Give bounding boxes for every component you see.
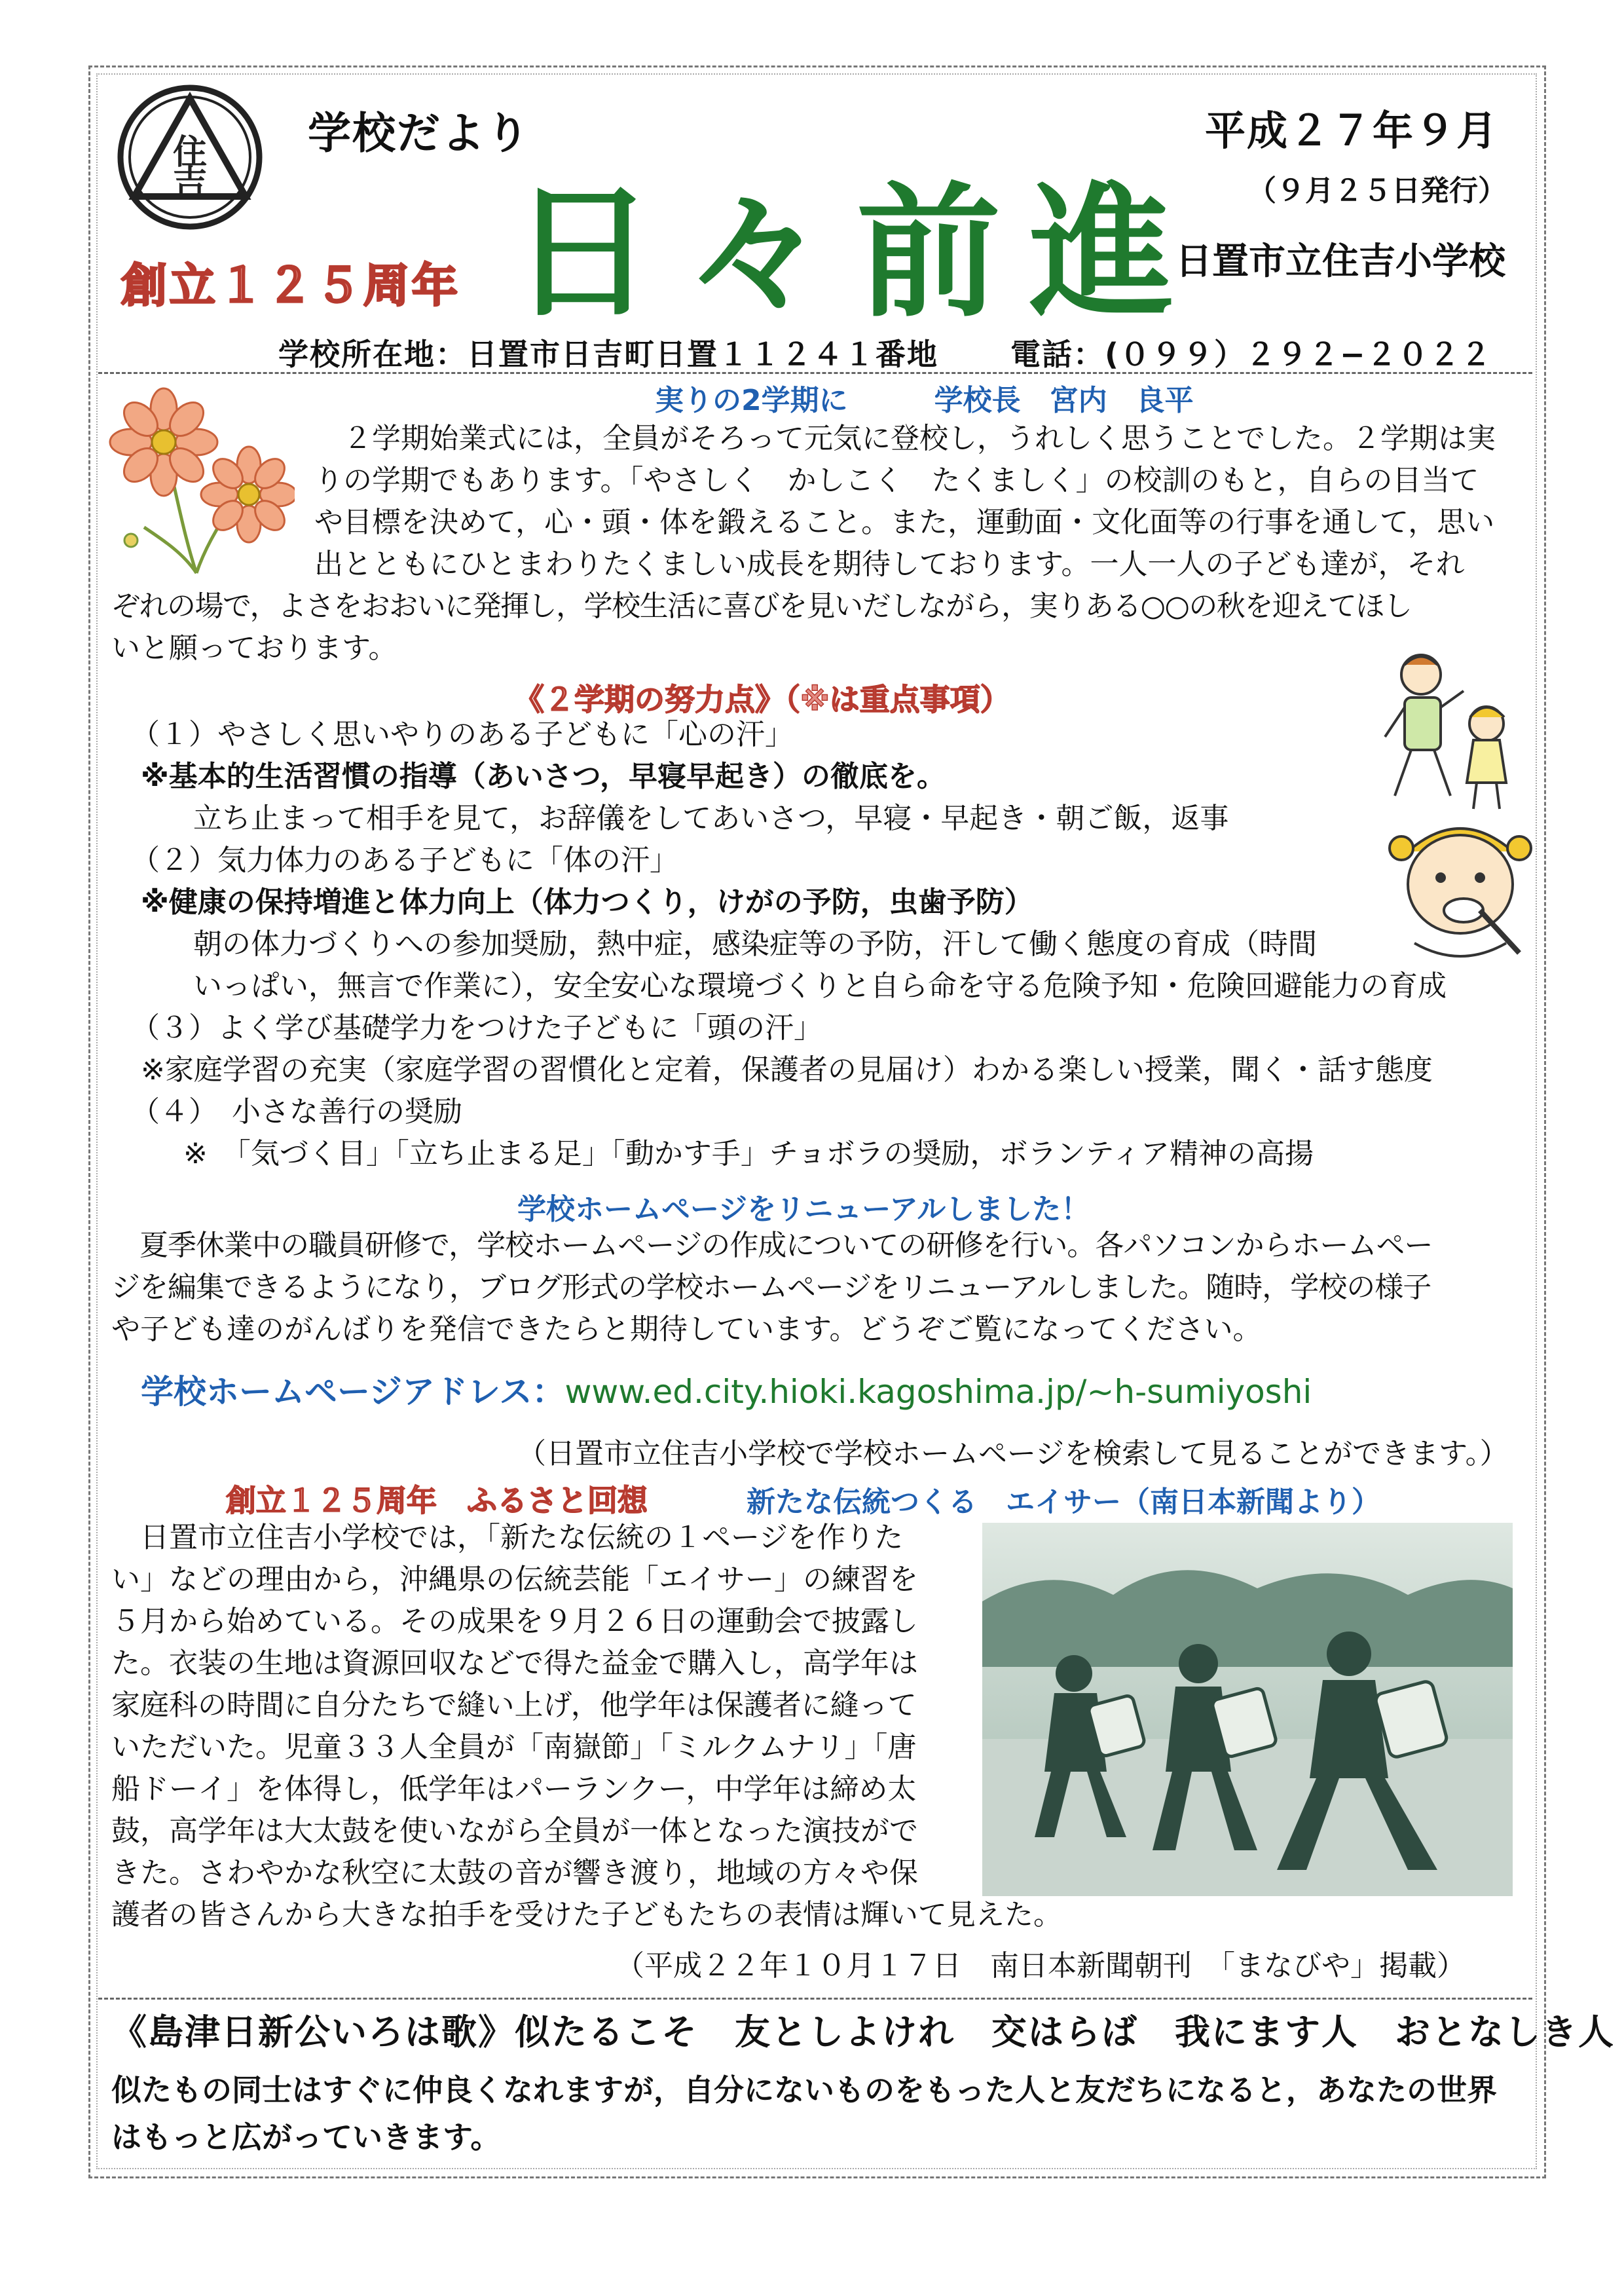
effort-point-item: ※基本的生活習慣の指導（あいさつ，早寝早起き）の徹底を。: [141, 760, 946, 793]
section1-line: ２学期始業式には，全員がそろって元気に登校し，うれしく思うことでした。２学期は実: [314, 422, 1496, 455]
effort-point-item: （１）やさしく思いやりのある子どもに「心の汗」: [131, 718, 794, 751]
section4-line: 日置市立住吉小学校では，「新たな伝統の１ページを作りた: [111, 1521, 904, 1554]
section4-line: ５月から始めている。その成果を９月２６日の運動会で披露し: [111, 1605, 918, 1638]
eisa-dance-photo: [982, 1523, 1513, 1896]
section2-heading: 《２学期の努力点》（※は重点事項）: [514, 682, 1010, 717]
section2-list: [0, 714, 1447, 1175]
section1-line: や目標を決めて，心・頭・体を鍛えること。また，運動面・文化面等の行事を通して，思い: [314, 506, 1495, 539]
effort-point-item: 立ち止まって相手を見て，お辞儀をしてあいさつ，早寝・早起き・朝ご飯，返事: [193, 802, 1229, 835]
section3-heading: 学校ホームページをリニューアルしました！: [517, 1193, 1090, 1226]
anniversary-badge: 創立１２５周年: [121, 259, 460, 312]
girl-brushing-teeth-icon: [1388, 812, 1532, 969]
effort-point-item: （３）よく学び基礎学力をつけた子どもに「頭の汗」: [131, 1011, 822, 1045]
newsletter-label: 学校だより: [308, 108, 530, 159]
section4-line: 鼓，高学年は大太鼓を使いながら全員が一体となった演技がで: [111, 1814, 918, 1848]
section1-line: いと願っております。: [111, 631, 397, 665]
proverb-meaning: 似たもの同士はすぐに仲良くなれますが，自分にないものをもった人と友だちになると，あなたの世界はもっと広がっていきます。: [111, 2072, 1497, 2155]
effort-point-item: （４） 小さな善行の奨励: [131, 1095, 462, 1129]
emblem-icon: [115, 82, 265, 233]
section3-body: [111, 1225, 1532, 1351]
cosmos-flower-icon: [105, 383, 295, 580]
section1-heading: 実りの2学期に 学校長 宮内 良平: [655, 384, 1194, 417]
section3-line: 夏季休業中の職員研修で，学校ホームページの作成についての研修を行い。各パソコンからホームペー: [111, 1229, 1433, 1262]
homepage-url-line: [141, 1366, 1312, 1413]
section4-line: い」などの理由から，沖縄県の伝統芸能「エイサー」の練習を: [111, 1563, 918, 1596]
section1-body-wide: [111, 586, 1532, 669]
section1-body: [314, 418, 1532, 586]
iroha-proverb: 《島津日新公いろは歌》似たるこそ 友としよけれ 交はらば 我にます人 おとなしき人: [111, 2011, 1615, 2053]
effort-point-item: ※ 「気づく目」「立ち止まる足」「動かす手」チョボラの奨励，ボランティア精神の高揚: [183, 1137, 1314, 1170]
emblem-char-bottom: 吉: [172, 163, 208, 203]
effort-point-item: 朝の体力づくりへの参加奨励，熱中症，感染症等の予防，汗して働く態度の育成（時間: [193, 927, 1317, 961]
walking-children-icon: [1365, 645, 1529, 815]
section4-body: [111, 1517, 1062, 1936]
effort-point-item: ※健康の保持増進と体力向上（体力つくり，けがの予防，虫歯予防）: [141, 886, 1033, 919]
emblem-char-top: 住: [172, 132, 208, 172]
section3-line: や子ども達のがんばりを発信できたらと期待しています。どうぞご覧になってください。: [111, 1313, 1262, 1346]
footer-divider: [98, 1998, 1532, 2000]
effort-point-item: ※家庭学習の充実（家庭学習の習慣化と定着，保護者の見届け）わかる楽しい授業，聞く・話す態度: [141, 1053, 1433, 1087]
header-divider: [98, 372, 1532, 374]
section4-line: 船ドーイ」を体得し，低学年はパーランクー，中学年は締め太: [111, 1772, 917, 1806]
section4-line: 護者の皆さんから大きな拍手を受けた子どもたちの表情は輝いて見えた。: [111, 1898, 1062, 1931]
section4-line: きた。さわやかな秋空に太鼓の音が響き渡り，地域の方々や保: [111, 1856, 918, 1890]
section1-line: ぞれの場で，よさをおおいに発揮し，学校生活に喜びを見いだしながら，実りある○○の秋を迎えてほし: [111, 589, 1412, 623]
section4-line: 家庭科の時間に自分たちで縫い上げ，他学年は保護者に縫って: [111, 1689, 917, 1722]
section3-line: ジを編集できるようになり，ブログ形式の学校ホームページをリニューアルしました。随時，学校の様子: [111, 1271, 1431, 1304]
address-line: [278, 331, 1492, 374]
homepage-url-link[interactable]: www.ed.city.hioki.kagoshima.jp/~h-sumiyoshi: [564, 1373, 1312, 1411]
section4-line: いただいた。児童３３人全員が「南嶽節」「ミルクムナリ」「唐: [111, 1730, 917, 1764]
issue-date: （９月２５日発行）: [1247, 174, 1507, 208]
school-address: 学校所在地：日置市日吉町日置１１２４１番地: [278, 337, 938, 372]
section4-line: た。衣装の生地は資源回収などで得た益金で購入し，高学年は: [111, 1647, 918, 1680]
effort-point-item: （２）気力体力のある子どもに「体の汗」: [131, 844, 678, 877]
article-source: （平成２２年１０月１７日 南日本新聞朝刊 「まなびや」掲載）: [616, 1949, 1466, 1983]
section1-line: りの学期でもあります。「やさしく かしこく たくましく」の校訓のもと，自らの目当て: [314, 464, 1479, 497]
section4-heading-eisa: 新たな伝統つくる エイサー（南日本新聞より）: [747, 1485, 1380, 1519]
section1-line: 出とともにひとまわりたくましい成長を期待しております。一人一人の子ども達が，それ: [314, 548, 1465, 581]
homepage-url-label: 学校ホームページアドレス：: [141, 1373, 565, 1411]
school-name: 日置市立住吉小学校: [1175, 240, 1505, 283]
effort-point-item: いっぱい，無言で作業に），安全安心な環境づくりと自ら命を守る危険予知・危険回避能力の育成: [193, 969, 1447, 1003]
section4-heading-anniversary: 創立１２５周年 ふるさと回想: [226, 1483, 648, 1518]
homepage-search-note: （日置市立住吉小学校で学校ホームページを検索して見ることができます。）: [517, 1437, 1509, 1470]
school-phone: 電話：(０９９）２９２−２０２２: [1010, 337, 1492, 372]
newsletter-title: 日々前進: [511, 167, 1203, 337]
issue-month: 平成２７年９月: [1205, 107, 1499, 155]
